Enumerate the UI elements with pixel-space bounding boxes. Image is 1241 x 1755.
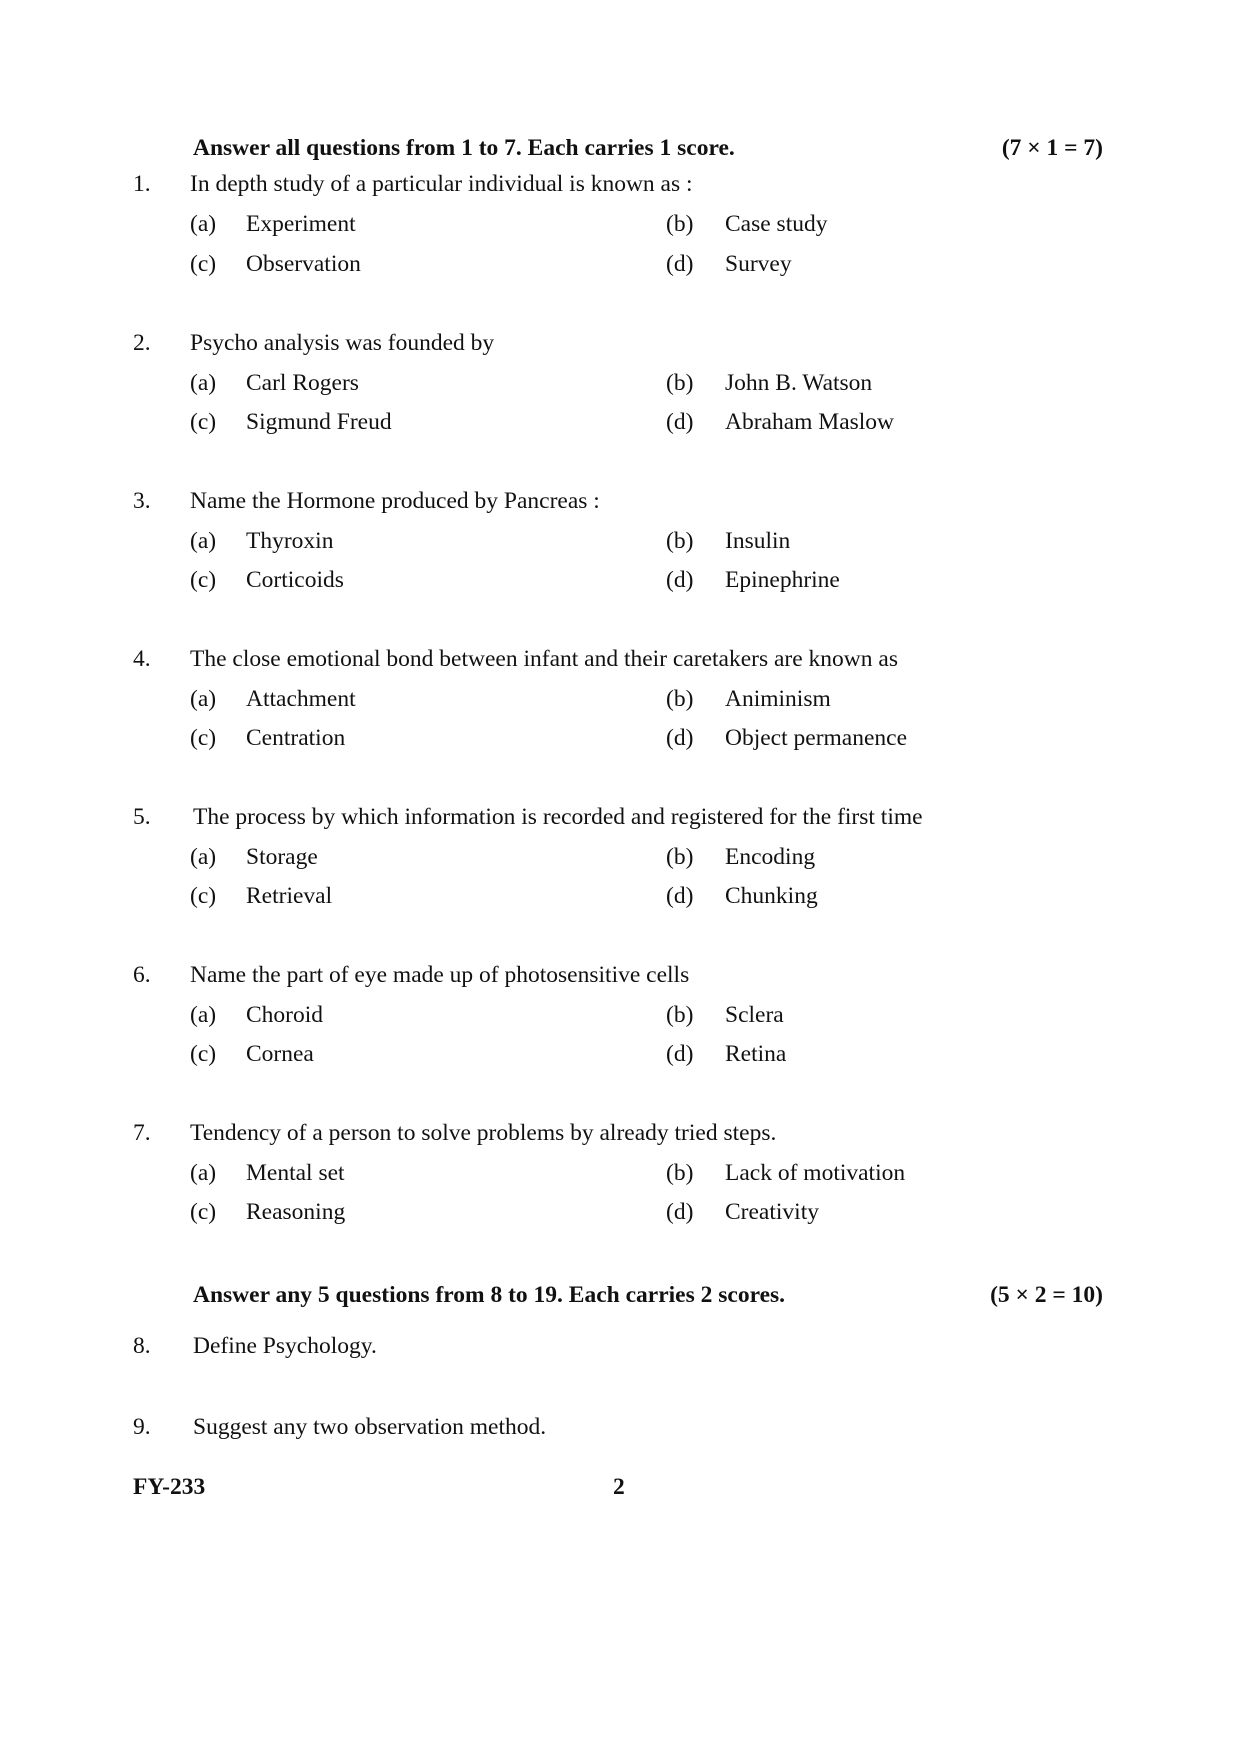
question-text: Suggest any two observation method. <box>193 1414 547 1440</box>
option-label: (a) <box>190 1002 217 1028</box>
option-text: Abraham Maslow <box>725 409 895 435</box>
option-text: Insulin <box>725 528 791 554</box>
question-number: 5. <box>133 804 151 830</box>
option-label: (d) <box>666 883 694 909</box>
option-label: (a) <box>190 370 217 396</box>
option-text: Animinism <box>725 686 831 712</box>
section-b-heading: Answer any 5 questions from 8 to 19. Each carries 2 scores. <box>193 1282 786 1308</box>
option-label: (d) <box>666 1041 694 1067</box>
option-text: Choroid <box>246 1002 324 1028</box>
option-label: (a) <box>190 686 217 712</box>
option-label: (c) <box>190 567 217 593</box>
option-text: Cornea <box>246 1041 314 1067</box>
paper-code: FY-233 <box>133 1474 206 1500</box>
option-label: (b) <box>666 686 694 712</box>
option-label: (d) <box>666 725 694 751</box>
option-text: Survey <box>725 251 792 277</box>
option-label: (b) <box>666 528 694 554</box>
option-text: Retina <box>725 1041 787 1067</box>
option-text: Centration <box>246 725 346 751</box>
option-label: (d) <box>666 567 694 593</box>
option-label: (c) <box>190 251 217 277</box>
question-text: Tendency of a person to solve problems by already tried steps. <box>190 1120 777 1146</box>
section-b-marks: (5 × 2 = 10) <box>990 1282 1103 1308</box>
option-text: Lack of motivation <box>725 1160 906 1186</box>
option-text: Case study <box>725 211 828 237</box>
option-label: (b) <box>666 1002 694 1028</box>
option-label: (a) <box>190 844 217 870</box>
question-text: Psycho analysis was founded by <box>190 330 495 356</box>
question-number: 3. <box>133 488 151 514</box>
section-a-marks: (7 × 1 = 7) <box>1001 135 1103 161</box>
question-text: Define Psychology. <box>193 1333 377 1359</box>
option-label: (a) <box>190 211 217 237</box>
option-label: (c) <box>190 1041 217 1067</box>
option-label: (b) <box>666 1160 694 1186</box>
section-a-heading: Answer all questions from 1 to 7. Each carries 1 score. <box>193 135 735 161</box>
question-number: 8. <box>133 1333 151 1359</box>
option-label: (b) <box>666 844 694 870</box>
option-text: John B. Watson <box>725 370 873 396</box>
question-number: 7. <box>133 1120 151 1146</box>
option-label: (a) <box>190 528 217 554</box>
option-label: (d) <box>666 409 694 435</box>
question-number: 4. <box>133 646 151 672</box>
option-text: Sclera <box>725 1002 784 1028</box>
option-text: Epinephrine <box>725 567 840 593</box>
option-text: Observation <box>246 251 361 277</box>
option-text: Storage <box>246 844 318 870</box>
option-label: (b) <box>666 211 694 237</box>
option-text: Corticoids <box>246 567 344 593</box>
page-number: 2 <box>613 1474 625 1500</box>
option-text: Experiment <box>246 211 356 237</box>
option-text: Sigmund Freud <box>246 409 392 435</box>
option-text: Object permanence <box>725 725 908 751</box>
option-text: Encoding <box>725 844 816 870</box>
question-text: Name the Hormone produced by Pancreas : <box>190 488 600 514</box>
question-text: Name the part of eye made up of photosensitive cells <box>190 962 690 988</box>
option-text: Retrieval <box>246 883 333 909</box>
option-label: (c) <box>190 1199 217 1225</box>
option-label: (a) <box>190 1160 217 1186</box>
question-text: In depth study of a particular individual is known as : <box>190 171 693 197</box>
option-label: (d) <box>666 1199 694 1225</box>
option-label: (c) <box>190 725 217 751</box>
option-text: Creativity <box>725 1199 819 1225</box>
question-text: The close emotional bond between infant and their caretakers are known as <box>190 646 898 672</box>
question-text: The process by which information is recorded and registered for the first time <box>193 804 923 830</box>
question-number: 9. <box>133 1414 151 1440</box>
question-number: 2. <box>133 330 151 356</box>
question-number: 1. <box>133 171 151 197</box>
option-label: (d) <box>666 251 694 277</box>
option-label: (b) <box>666 370 694 396</box>
question-number: 6. <box>133 962 151 988</box>
option-text: Chunking <box>725 883 818 909</box>
option-label: (c) <box>190 883 217 909</box>
option-text: Thyroxin <box>246 528 334 554</box>
option-text: Carl Rogers <box>246 370 359 396</box>
option-text: Reasoning <box>246 1199 346 1225</box>
option-text: Attachment <box>246 686 356 712</box>
option-text: Mental set <box>246 1160 345 1186</box>
option-label: (c) <box>190 409 217 435</box>
